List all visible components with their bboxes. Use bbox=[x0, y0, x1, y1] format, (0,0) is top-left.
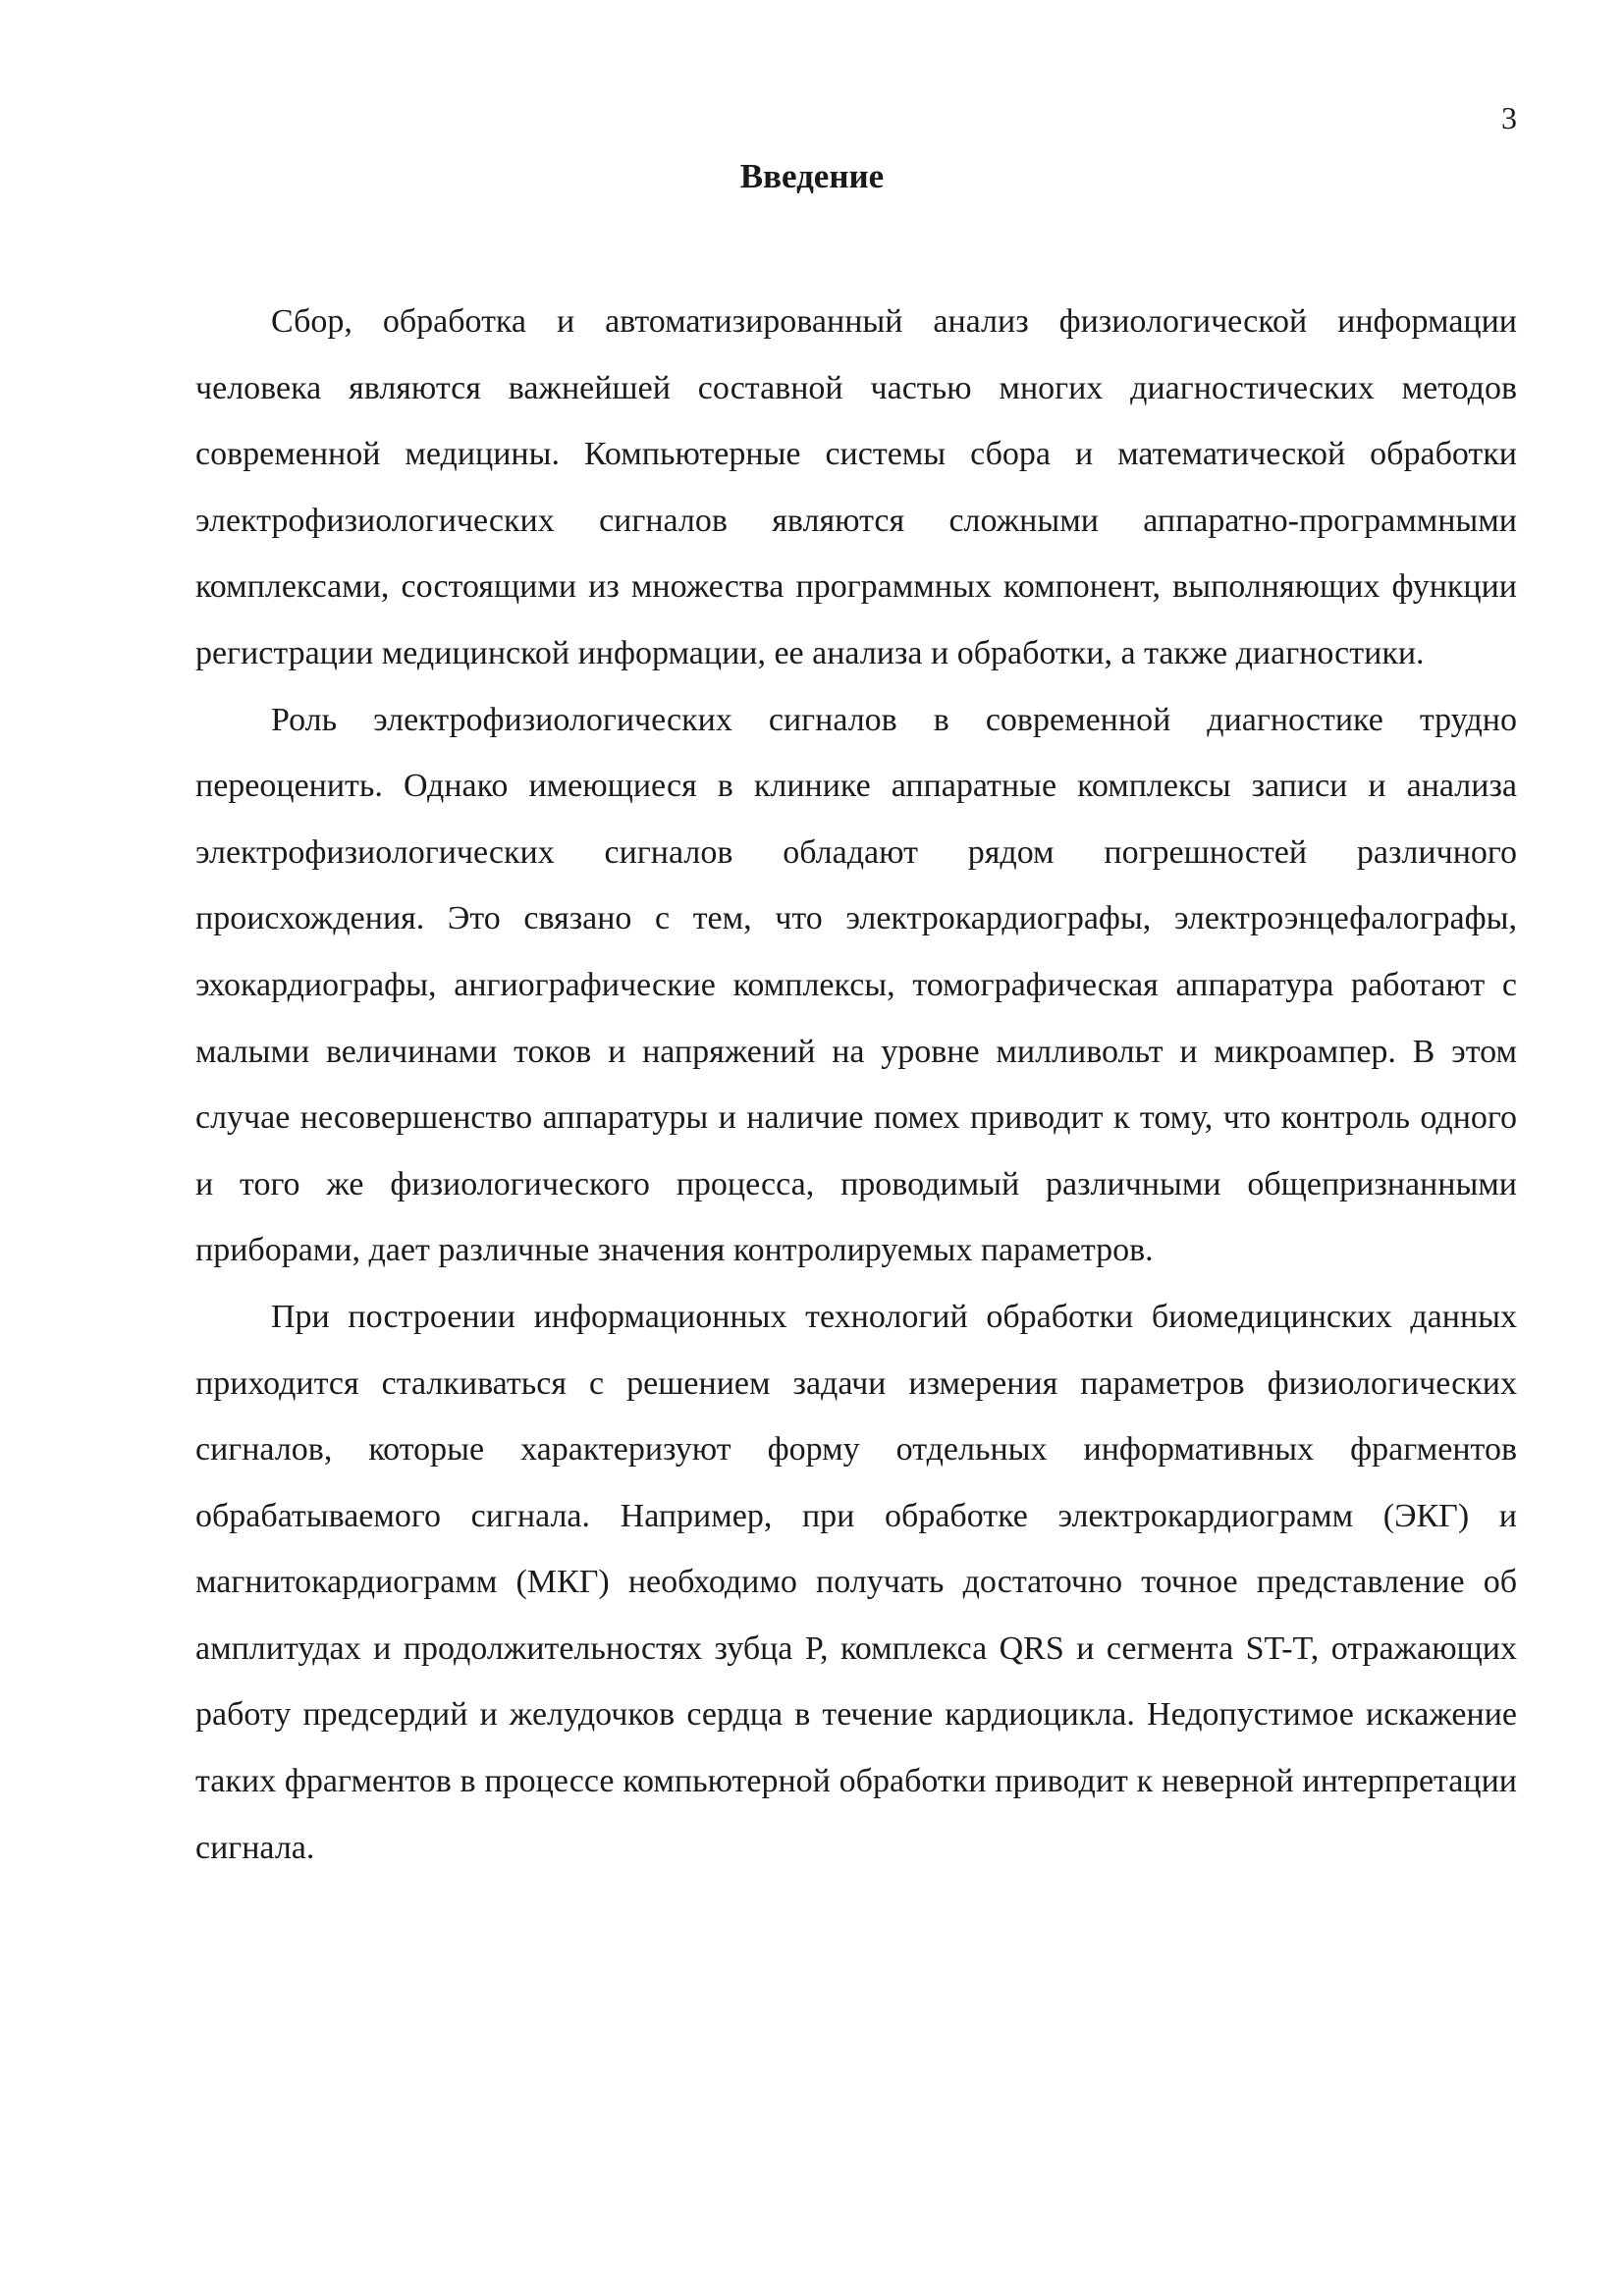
body-text bbox=[195, 289, 1517, 1881]
page-number: 3 bbox=[1501, 100, 1517, 135]
paragraph-1: Сбор, обработка и автоматизированный анализ физиологической информации человека являются важнейшей составной частью многих диагностических методов современной медицины. Компьютерные системы сбора и математической обработки электрофизиологических сигналов являются сложными аппаратно-программными комплексами, состоящими из множества программных компонент, выполняющих функции регистрации медицинской информации, ее анализа и обработки, а также диагностики. bbox=[195, 303, 1517, 671]
paragraph-3: При построении информационных технологий обработки биомедицинских данных приходится сталкиваться с решением задачи измерения параметров физиологических сигналов, которые характеризуют форму отдельных информативных фрагментов обрабатываемого сигнала. Например, при обработке электрокардиограмм (ЭКГ) и магнитокардиограмм (МКГ) необходимо получать достаточно точное представление об амплитудах и продолжительностях зубца P, комплекса QRS и сегмента ST-T, отражающих работу предсердий и желудочков сердца в течение кардиоцикла. Недопустимое искажение таких фрагментов в процессе компьютерной обработки приводит к неверной интерпретации сигнала. bbox=[195, 1298, 1517, 1866]
section-heading: Введение bbox=[739, 157, 885, 195]
paragraph-2: Роль электрофизиологических сигналов в современной диагностике трудно переоценить. Однако имеющиеся в клинике аппаратные комплексы записи и анализа электрофизиологических сигналов обладают рядом погрешностей различного происхождения. Это связано с тем, что электрокардиографы, электроэнцефалографы, эхокардиографы, ангиографические комплексы, томографическая аппаратура работают с малыми величинами токов и напряжений на уровне милливольт и микроампер. В этом случае несовершенство аппаратуры и наличие помех приводит к тому, что контроль одного и того же физиологического процесса, проводимый различными общепризнанными приборами, дает различные значения контролируемых параметров. bbox=[195, 701, 1517, 1269]
